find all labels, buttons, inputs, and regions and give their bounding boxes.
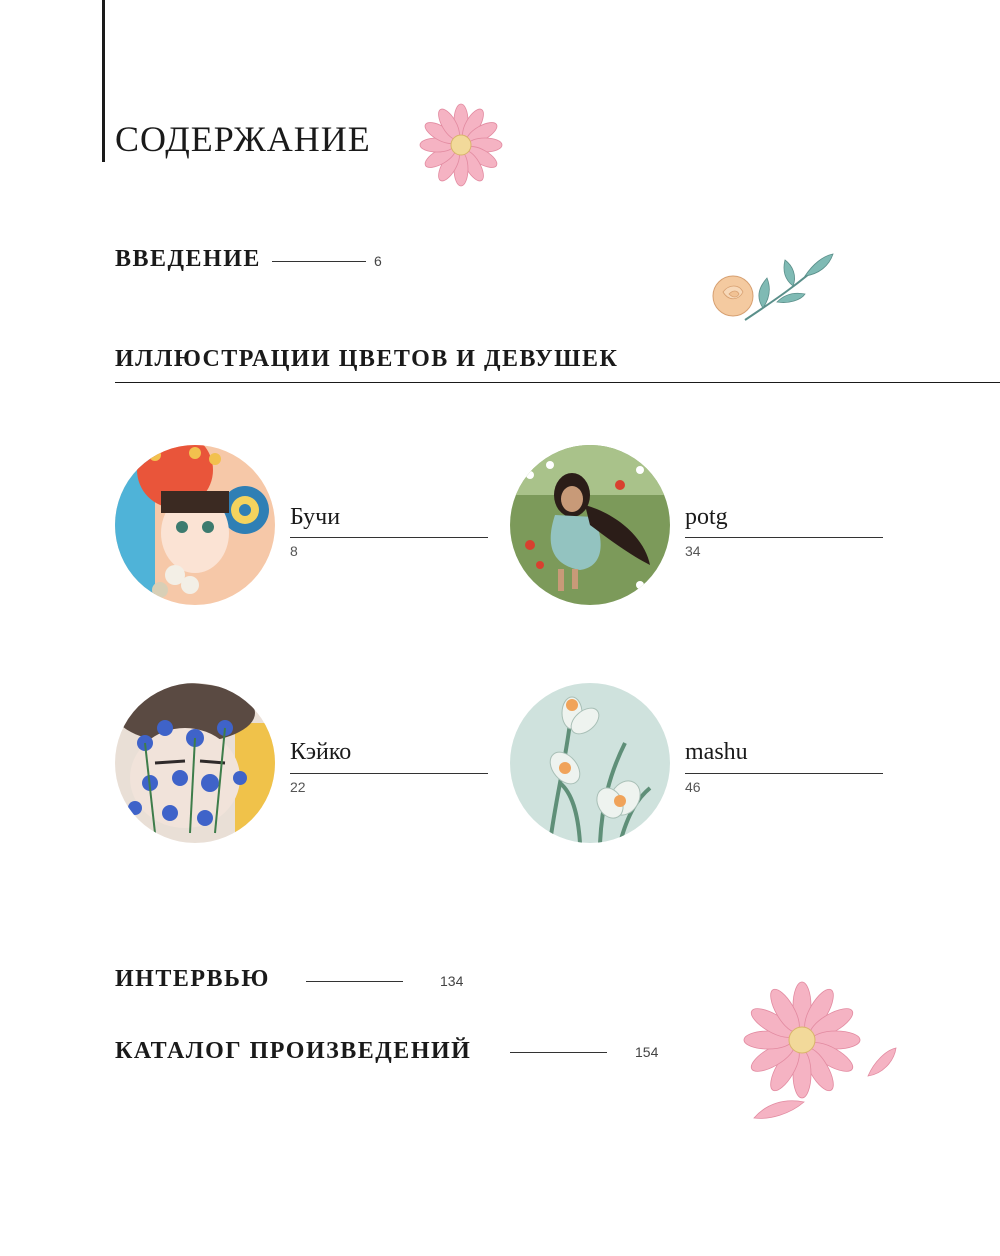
interview-section-title: ИНТЕРВЬЮ <box>115 966 270 992</box>
page-title: СОДЕРЖАНИЕ <box>115 119 371 159</box>
artist-buchi-page: 8 <box>290 543 298 559</box>
intro-leader-line <box>272 261 366 262</box>
rose-branch-icon <box>705 248 835 330</box>
artist-mashu-thumbnail[interactable] <box>510 683 670 843</box>
artist-buchi-line <box>290 537 488 538</box>
intro-section-title: ВВЕДЕНИЕ <box>115 246 261 272</box>
artist-keiko-page: 22 <box>290 779 306 795</box>
artist-buchi-name: Бучи <box>290 504 341 530</box>
catalog-section-title: КАТАЛОГ ПРОИЗВЕДЕНИЙ <box>115 1038 472 1064</box>
catalog-leader-line <box>510 1052 607 1053</box>
artist-potg-name: potg <box>685 504 728 530</box>
interview-leader-line <box>306 981 403 982</box>
artist-mashu-name: mashu <box>685 739 748 765</box>
vertical-rule <box>102 0 105 162</box>
artist-keiko-line <box>290 773 488 774</box>
illustrations-underline <box>115 382 1000 383</box>
artist-potg-page: 34 <box>685 543 701 559</box>
artist-potg-line <box>685 537 883 538</box>
pink-flower-with-petals-icon <box>740 978 900 1124</box>
illustrations-section-title: ИЛЛЮСТРАЦИИ ЦВЕТОВ И ДЕВУШЕК <box>115 346 619 372</box>
interview-page-number: 134 <box>440 973 464 989</box>
artist-potg-thumbnail[interactable] <box>510 445 670 605</box>
intro-page-number: 6 <box>374 253 382 269</box>
pink-flower-icon <box>418 102 504 188</box>
catalog-page-number: 154 <box>635 1044 659 1060</box>
artist-mashu-page: 46 <box>685 779 701 795</box>
artist-buchi-thumbnail[interactable] <box>115 445 275 605</box>
artist-keiko-thumbnail[interactable] <box>115 683 275 843</box>
artist-keiko-name: Кэйко <box>290 739 352 765</box>
artist-mashu-line <box>685 773 883 774</box>
